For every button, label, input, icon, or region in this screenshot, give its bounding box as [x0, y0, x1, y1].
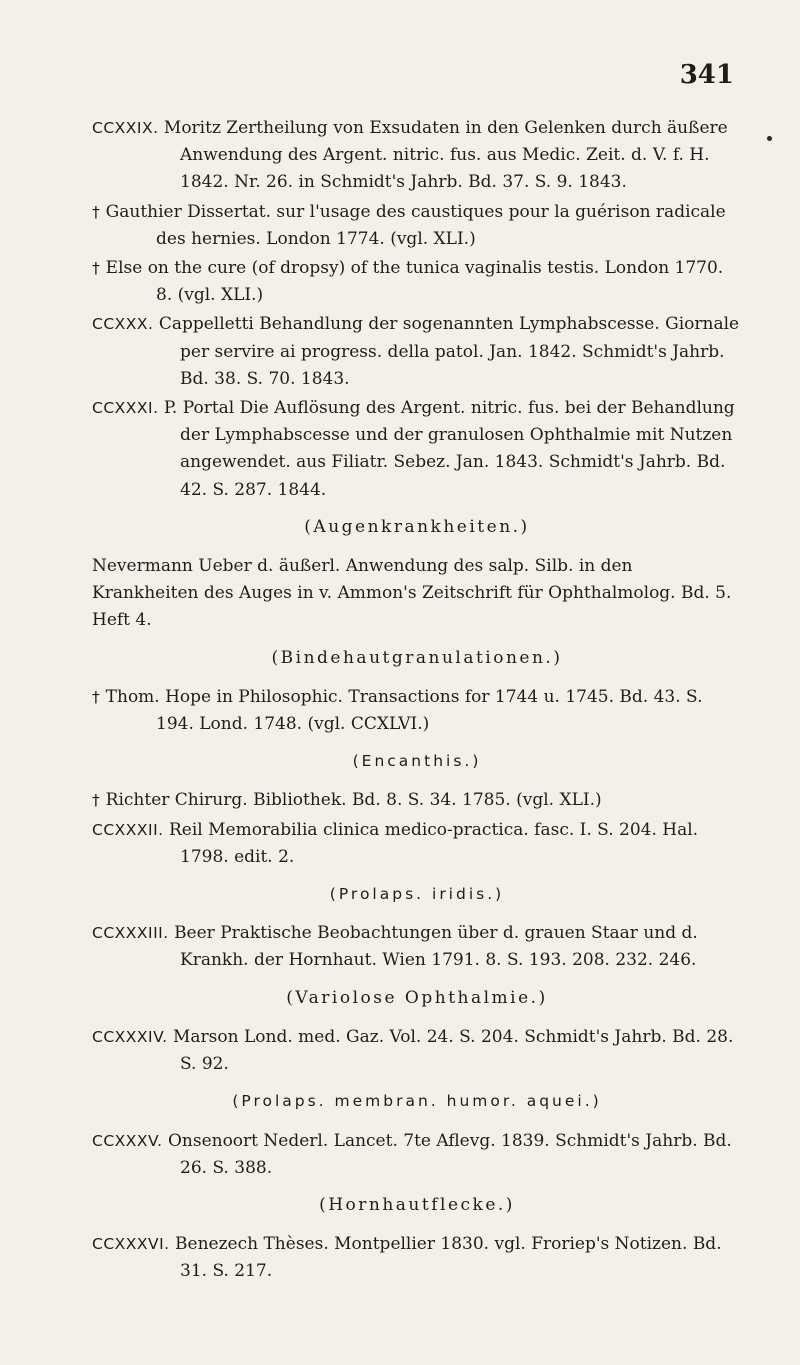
- bibliography-entry: [92, 395, 742, 504]
- entry-text: Nevermann Ueber d. äußerl. Anwendung des salp. Silb. in den Krankheiten des Auges in v. Ammon's Zeitschrift für Ophthalmolog. Bd. 5. Heft 4.: [92, 556, 732, 631]
- entry-number: CCXXXV.: [92, 1131, 163, 1150]
- entry-text: Benezech Thèses. Montpellier 1830. vgl. Froriep's Notizen. Bd. 31. S. 217.: [175, 1234, 722, 1282]
- entry-text: Marson Lond. med. Gaz. Vol. 24. S. 204. Schmidt's Jahrb. Bd. 28. S. 92.: [173, 1026, 734, 1075]
- section-heading: (Prolaps. iridis.): [329, 885, 505, 904]
- bibliography-entry: [92, 553, 742, 635]
- bibliography-entry: [92, 1024, 742, 1078]
- entry-text: Richter Chirurg. Bibliothek. Bd. 8. S. 34. 1785. (vgl. XLI.): [105, 790, 602, 811]
- dagger-mark: †: [92, 791, 101, 810]
- entry-text: P. Portal Die Auflösung des Argent. nitric. fus. bei der Behandlung der Lymphabscesse und der granulosen Ophthalmie mit Nutzen angewendet. aus Filiatr. Sebez. Jan. 1843. Schmidt's Jahrb. Bd. 42. S. 287. 1844.: [163, 398, 735, 500]
- entry-text: Cappelletti Behandlung der sogenannten Lymphabscesse. Giornale per servire ai progress. della patol. Jan. 1842. Schmidt's Jahrb. Bd. 38. S. 70. 1843.: [158, 314, 740, 389]
- section-heading: (Hornhautflecke.): [319, 1194, 515, 1215]
- entry-text: Thom. Hope in Philosophic. Transactions for 1744 u. 1745. Bd. 43. S. 194. Lond. 1748. (vgl. CCXLVI.): [105, 686, 703, 735]
- reference-subentry: [92, 787, 742, 814]
- entry-number: CCXXXIV.: [92, 1027, 168, 1046]
- section-heading: (Prolaps. membran. humor. aquei.): [232, 1092, 602, 1111]
- entry-text: Onsenoort Nederl. Lancet. 7te Aflevg. 1839. Schmidt's Jahrb. Bd. 26. S. 388.: [167, 1130, 732, 1178]
- entry-number: CCXXXIII.: [92, 924, 169, 943]
- section-heading: (Encanthis.): [352, 752, 482, 771]
- entry-text: Moritz Zertheilung von Exsudaten in den Gelenken durch äußere Anwendung des Argent. nitric. fus. aus Medic. Zeit. d. V. f. H. 1842. Nr. 26. in Schmidt's Jahrb. Bd. 37. S. 9. 1843.: [163, 118, 728, 193]
- bibliography-entry: [92, 920, 742, 974]
- bibliography-entry: [92, 817, 742, 871]
- dagger-mark: †: [92, 202, 101, 221]
- page-number: 341: [679, 60, 734, 90]
- bibliography-entry: [92, 1231, 742, 1285]
- section-heading: (Bindehautgranulationen.): [271, 647, 563, 668]
- entry-text: Else on the cure (of dropsy) of the tunica vaginalis testis. London 1770. 8. (vgl. XLI.): [105, 258, 724, 306]
- entry-number: CCXXX.: [92, 315, 154, 334]
- entry-text: Beer Praktische Beobachtungen über d. grauen Staar und d. Krankh. der Hornhaut. Wien 1791. 8. S. 193. 208. 232. 246.: [174, 923, 698, 971]
- dagger-mark: †: [92, 687, 101, 706]
- entry-text: Reil Memorabilia clinica medico-practica. fasc. I. S. 204. Hal. 1798. edit. 2.: [168, 819, 699, 867]
- reference-subentry: [92, 684, 742, 738]
- bibliography-entry: [92, 311, 742, 393]
- bibliography-entry: [92, 1128, 742, 1182]
- entry-number: CCXXIX.: [92, 119, 159, 137]
- reference-subentry: [92, 255, 742, 309]
- dagger-mark: †: [92, 259, 101, 278]
- section-heading: (Variolose Ophthalmie.): [286, 987, 548, 1008]
- entry-number: CCXXXVI.: [92, 1235, 170, 1254]
- entry-number: CCXXXI.: [92, 399, 159, 418]
- section-heading: (Augenkrankheiten.): [304, 516, 530, 537]
- reference-subentry: [92, 199, 742, 253]
- bibliography-entry: [92, 115, 742, 197]
- margin-mark: [767, 136, 772, 141]
- entry-text: Gauthier Dissertat. sur l'usage des caustiques pour la guérison radicale des hernies. London 1774. (vgl. XLI.): [105, 201, 726, 249]
- entry-number: CCXXXII.: [92, 820, 164, 839]
- page-content: [92, 115, 742, 1288]
